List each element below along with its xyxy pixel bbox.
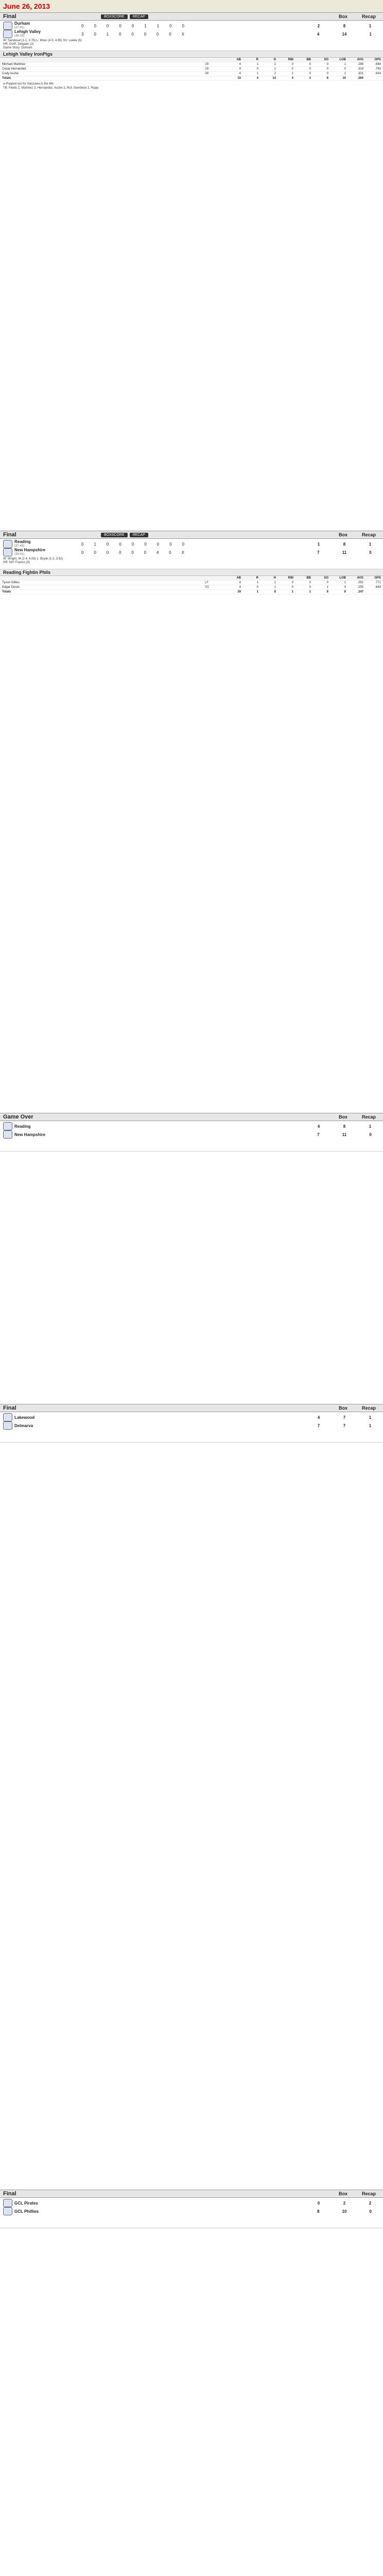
team-name[interactable]: Durham [14,21,30,26]
hits: 8 [343,541,346,547]
table-row: Cody Asche 3B 4 1 2 1 0 0 1 .301 .814 [0,72,383,76]
game-state: Final [3,532,16,538]
box-column-label: Box [338,1405,347,1411]
team-row-away [0,22,383,30]
inning-score: X [181,550,184,555]
game-header [0,1113,383,1121]
boxscore-button[interactable]: BOXSCORE [101,533,128,537]
team-name[interactable]: New Hampshire [14,548,46,552]
runs: 7 [317,1132,320,1137]
recap-column-label: Recap [361,14,376,19]
inning-score: 0 [131,23,134,28]
game-block [0,531,383,595]
hits: 7 [343,1423,346,1428]
team-row-away [0,540,383,548]
team-record: (37-41) [14,26,25,29]
table-row: Edgar Duran SS 4 0 1 0 0 1 0 .255 .643 [0,585,383,590]
note-line: HR: DUR: Delgado (2) [3,43,34,46]
team-row-away [0,2199,383,2207]
inning-score: 0 [118,550,121,555]
team-logo-icon [3,2199,12,2207]
recap-column-label: Recap [361,2191,376,2196]
runs: 1 [317,541,320,547]
team-row-home [0,30,383,38]
team-logo-icon [3,2207,12,2215]
team-name[interactable]: GCL Pirates [14,2200,38,2206]
note-line: W: Sandoval (1-1, 3.75) L: Moor (4-5, 4.95) SV: Lueke (5) [3,39,82,42]
note-line: HR: NH: Franco (3) [3,561,30,564]
game-block [0,1113,383,1151]
totals-row: Totals 33 4 14 4 3 8 10 .264 [0,76,383,81]
errors: 0 [369,1132,372,1137]
inning-score: 0 [119,23,121,28]
team-name[interactable]: Lehigh Valley [14,29,41,34]
inning-score: 0 [131,31,134,37]
team-name[interactable]: Delmarva [14,1423,33,1428]
team-logo-icon [3,1130,12,1139]
runs: 0 [317,2200,320,2206]
inning-score: 0 [106,541,109,547]
game-state: Final [3,2191,16,2197]
errors: 1 [369,1415,372,1420]
runs: 8 [317,2209,320,2214]
pitcher-notes [3,557,379,565]
game-header [0,1404,383,1412]
inning-score: 0 [169,541,172,547]
team-logo-icon [3,1122,12,1130]
inning-score: 1 [156,23,160,28]
box-column-label: Box [338,532,347,537]
errors: 2 [369,2200,372,2206]
errors: 1 [369,541,372,547]
game-block [0,12,383,91]
inning-score: 1 [144,23,147,28]
inning-score: 0 [119,541,121,547]
team-logo-icon [3,1421,12,1430]
inning-score: 0 [131,550,134,555]
section-title: Lehigh Valley IronPigs [0,51,383,58]
inning-score: 0 [182,541,184,547]
inning-score: 0 [106,23,109,28]
runs: 7 [317,550,320,555]
team-row-home [0,1421,383,1430]
runs: 7 [317,1423,320,1428]
recap-column-label: Recap [361,1114,376,1120]
team-record: (37-43) [14,545,25,548]
game-block [0,1404,383,1443]
hits: 8 [343,23,346,28]
hits: 11 [342,1132,347,1137]
hits: 8 [343,1124,346,1129]
inning-score: 0 [144,550,147,555]
box-column-label: Box [338,1114,347,1120]
team-row-home [0,1130,383,1139]
inning-score: X [181,31,184,37]
team-record: (39-41) [14,553,25,556]
game-state: Game Over [3,1114,33,1120]
inning-score: 0 [182,23,184,28]
inning-score: 0 [81,541,84,547]
team-logo-icon [3,30,12,38]
section-title: Reading Fightin Phils [0,569,383,576]
linescore [0,1121,383,1151]
team-row-away [0,1122,383,1130]
team-name[interactable]: Lakewood [14,1415,35,1420]
batting-table: AB R H RBI BB SO LOB AVG OPS Tyson Gillies LF 4 1 1 0 0 0 1 .291 .771 Edgar Duran SS 4 0 1 0 0 1 0 .255 .643 Totals 29 1 8 1 1 8 8 .247 [0,576,383,595]
boxscore-button[interactable]: BOXSCORE [101,14,128,19]
inning-score: 0 [94,550,96,555]
team-name[interactable]: GCL Phillies [14,2209,39,2214]
recap-button[interactable]: RECAP [130,533,148,537]
inning-score: 1 [94,541,96,547]
errors: 1 [369,23,372,28]
inning-score: 0 [169,31,171,37]
errors: 0 [369,550,372,555]
game-block [0,2190,383,2228]
inning-score: 0 [144,31,147,37]
totals-row: Totals 29 1 8 1 1 8 8 .247 [0,590,383,595]
hits: 11 [342,550,347,555]
recap-column-label: Recap [361,1405,376,1411]
note-line: W: Wright, M (2-4, 6.05) L: Boyle (1-2, 3.52) [3,557,63,561]
game-notes: a-Popped out for Hanzawa in the 8th. TB: Fields 2, Martinez 3, Hernandez, Asche 2, Ruf, Overbeck 2, Rupp [3,82,99,90]
hits: 7 [343,1415,346,1420]
inning-score: 0 [118,31,121,37]
team-name[interactable]: New Hampshire [14,1132,46,1137]
team-row-away [0,1413,383,1421]
inning-score: 0 [81,23,84,28]
table-row: Cesar Hernandez 2B 4 0 1 0 0 0 0 .319 .793 [0,67,383,72]
hits: 10 [342,2209,347,2214]
team-logo-icon [3,1413,12,1421]
inning-score: 0 [94,23,96,28]
inning-score: 0 [156,31,159,37]
game-header [0,531,383,539]
table-row: Michael Martinez 2B 4 1 2 0 0 0 1 .288 .684 [0,62,383,67]
inning-score: 0 [131,541,134,547]
team-logo-icon [3,548,12,556]
batting-table: AB R H RBI BB SO LOB AVG OPS Michael Martinez 2B 4 1 2 0 0 0 1 .288 .684 Cesar Hernandez 2B 4 0 1 0 0 0 0 .319 .793 Cody Asche 3B 4 1 2 1 0 0 1 .301 .814 Totals 33 4 14 4 3 8 10 .264 [0,58,383,81]
inning-score: 0 [144,541,147,547]
table-row: Tyson Gillies LF 4 1 1 0 0 0 1 .291 .771 [0,581,383,585]
runs: 2 [317,23,320,28]
team-row-home [0,2207,383,2215]
inning-score: 1 [106,31,109,37]
hits: 2 [343,2200,346,2206]
linescore [0,2198,383,2228]
pitcher-notes [3,39,379,50]
recap-button[interactable]: RECAP [130,14,148,19]
inning-score: 4 [156,550,159,555]
linescore [0,539,383,569]
team-name[interactable]: Reading [14,539,31,544]
inning-score: 0 [81,550,84,555]
linescore [0,21,383,51]
runs: 4 [317,1124,320,1129]
errors: 0 [369,2209,372,2214]
team-logo-icon [3,22,12,30]
game-header [0,12,383,21]
inning-score: 0 [94,31,96,37]
errors: 1 [369,1423,372,1428]
errors: 1 [369,1124,372,1129]
inning-score: 0 [169,550,171,555]
team-logo-icon [3,540,12,548]
runs: 4 [317,31,320,37]
runs: 4 [317,1415,320,1420]
page-date: June 26, 2013 [0,0,383,12]
team-record: (45-33) [14,35,25,38]
inning-score: 0 [169,23,172,28]
note-line: Game Story: Durham [3,46,32,49]
team-name[interactable]: Reading [14,1124,31,1129]
game-header [0,2190,383,2198]
linescore [0,1412,383,1443]
inning-score: 0 [156,541,160,547]
inning-score: 3 [81,31,84,37]
box-column-label: Box [338,2191,347,2196]
game-state: Final [3,1405,16,1411]
errors: 1 [369,31,372,37]
recap-column-label: Recap [361,532,376,537]
inning-score: 0 [106,550,109,555]
team-row-home [0,548,383,556]
game-state: Final [3,13,16,20]
box-column-label: Box [338,14,347,19]
hits: 14 [342,31,347,37]
